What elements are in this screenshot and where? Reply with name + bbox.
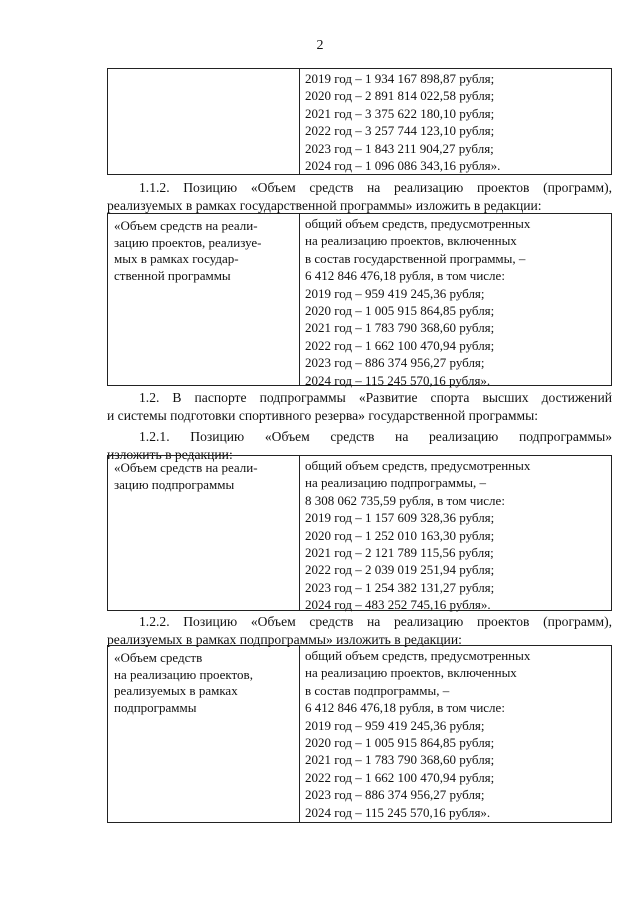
table-left-line: подпрограммы [114,699,197,715]
table-2 [107,213,612,386]
table-right-line: 2019 год – 959 419 245,36 рубля; [305,717,485,733]
page-number: 2 [316,38,324,53]
table-right-line: 2020 год – 2 891 814 022,58 рубля; [305,88,495,104]
table-right-line: 2023 год – 886 374 956,27 рубля; [305,787,485,803]
table-divider [299,646,300,822]
paragraph-line: реализуемых в рамках подпрограммы» изложить в редакции: [107,632,462,647]
table-right-line: 2024 год – 1 096 086 343,16 рубля». [305,157,501,173]
paragraph-line: 1.2.2. Позицию «Объем средств на реализацию проектов (программ), [139,614,612,629]
paragraph-line: изложить в редакции: [107,447,233,462]
table-divider [299,214,300,385]
paragraph-line: и системы подготовки спортивного резерва» государственной программы: [107,408,539,423]
table-left-line: ственной программы [114,267,231,283]
table-right-line: 2019 год – 1 934 167 898,87 рубля; [305,71,495,86]
table-left-cell [114,218,294,284]
table-right-line: 2022 год – 2 039 019 251,94 рубля; [305,562,495,578]
table-right-line: на реализацию проектов, включенных [305,665,517,681]
table-right-line: 2021 год – 3 375 622 180,10 рубля; [305,105,495,121]
table-right-line: 2022 год – 1 662 100 470,94 рубля; [305,337,495,353]
table-left-line: зацию проектов, реализуе- [114,234,262,250]
paragraph-1-2-2 [107,613,612,649]
paragraph-line: реализуемых в рамках государственной программы» изложить в редакции: [107,198,542,213]
table-right-line: 2022 год – 3 257 744 123,10 рубля; [305,123,495,139]
table-left-line: мых в рамках государ- [114,251,239,266]
table-divider [299,456,300,610]
table-3 [107,455,612,611]
table-right-cell [305,70,605,174]
table-right-line: 2023 год – 1 254 382 131,27 рубля; [305,579,495,595]
table-right-line: 2021 год – 1 783 790 368,60 рубля; [305,752,495,768]
table-left-cell [114,650,294,716]
table-right-line: 2020 год – 1 252 010 163,30 рубля; [305,527,495,543]
table-left-line: на реализацию проектов, [114,666,253,682]
table-right-line: 2023 год – 1 843 211 904,27 рубля; [305,140,494,156]
paragraph-line: 1.2. В паспорте подпрограммы «Развитие спорта высших достижений [139,390,612,405]
table-right-line: 2019 год – 1 157 609 328,36 рубля; [305,510,495,526]
table-right-line: 2023 год – 886 374 956,27 рубля; [305,355,485,371]
paragraph-1-2 [107,389,612,425]
table-right-line: 2024 год – 115 245 570,16 рубля». [305,804,491,820]
table-right-line: 2024 год – 483 252 745,16 рубля». [305,597,491,613]
table-left-line: «Объем средств на реали- [114,460,258,475]
table-1 [107,68,612,175]
table-right-cell [305,457,605,614]
table-right-line: в состав подпрограммы, – [305,682,450,698]
table-right-line: 2021 год – 1 783 790 368,60 рубля; [305,320,495,336]
paragraph-line: 1.2.1. Позицию «Объем средств на реализацию подпрограммы» [139,429,612,444]
table-right-line: 2024 год – 115 245 570,16 рубля». [305,372,491,388]
table-right-cell [305,647,605,821]
table-right-line: 2019 год – 959 419 245,36 рубля; [305,285,485,301]
table-right-line: в состав государственной программы, – [305,250,526,266]
table-right-line: общий объем средств, предусмотренных [305,458,531,473]
table-right-line: общий объем средств, предусмотренных [305,216,531,231]
table-right-line: на реализацию подпрограммы, – [305,475,486,491]
table-right-line: общий объем средств, предусмотренных [305,648,531,663]
table-divider [299,69,300,174]
table-left-line: реализуемых в рамках [114,683,238,698]
table-left-line: «Объем средств [114,650,203,665]
table-left-line: «Объем средств на реали- [114,218,258,233]
paragraph-1-1-2 [107,179,612,215]
table-right-line: 8 308 062 735,59 рубля, в том числе: [305,492,505,508]
table-right-cell [305,215,605,389]
table-4 [107,645,612,823]
table-right-line: на реализацию проектов, включенных [305,233,517,249]
paragraph-line: 1.1.2. Позицию «Объем средств на реализацию проектов (программ), [139,180,612,195]
table-left-line: зацию подпрограммы [114,476,235,492]
table-right-line: 6 412 846 476,18 рубля, в том числе: [305,268,505,284]
table-right-line: 2020 год – 1 005 915 864,85 рубля; [305,302,495,318]
table-right-line: 6 412 846 476,18 рубля, в том числе: [305,700,505,716]
table-left-cell [114,460,294,493]
table-right-line: 2020 год – 1 005 915 864,85 рубля; [305,734,495,750]
table-right-line: 2022 год – 1 662 100 470,94 рубля; [305,769,495,785]
table-right-line: 2021 год – 2 121 789 115,56 рубля; [305,544,494,560]
